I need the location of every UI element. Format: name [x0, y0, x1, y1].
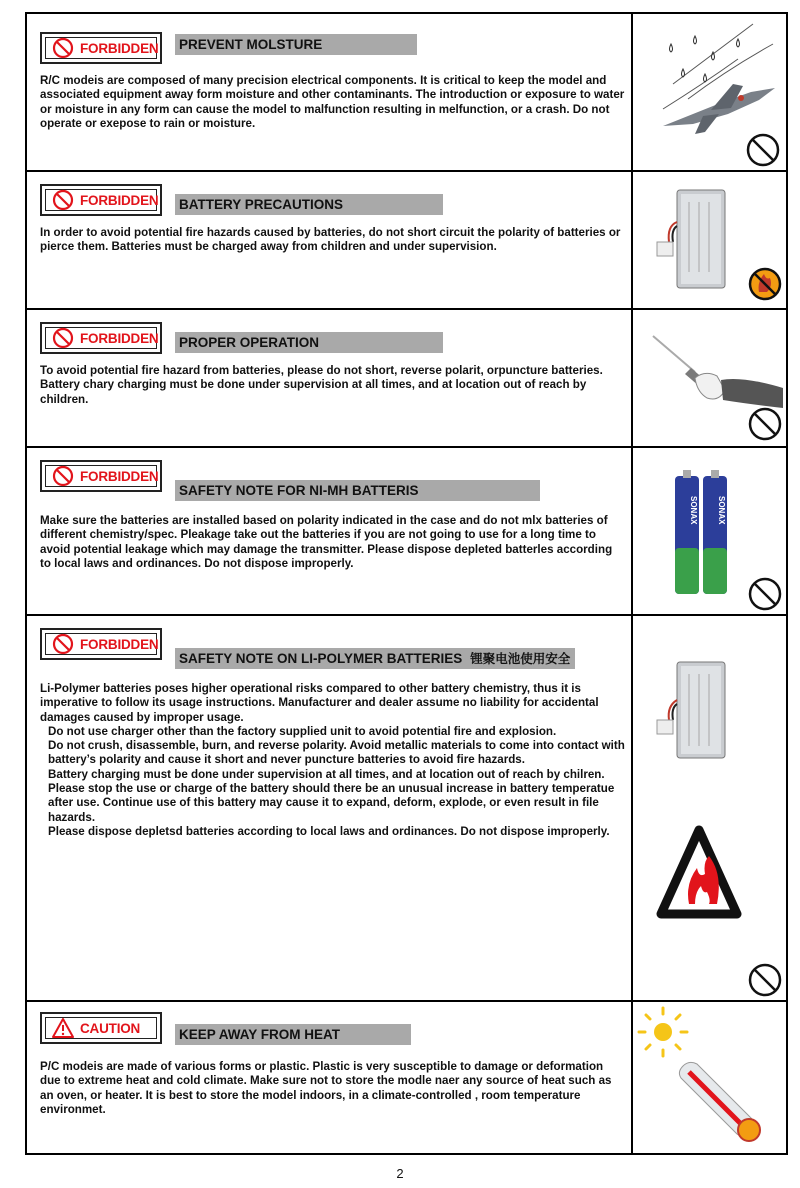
- caution-badge: [40, 1012, 162, 1044]
- prohibition-sign-icon: [750, 965, 780, 995]
- list-item: Do not crush, disassemble, burn, and reverse polarity. Avoid metallic materials to come into contact with battery’s polarity and cause it short and never puncture batteries to avoid fire hazards.: [48, 739, 625, 767]
- section-body: Make sure the batteries are installed based on polarity indicated in the case and do not mlx batteries of different chemistry/spec. Pleakage take out the batteries if you are not going to use for a long time to avoid potential leakage which may damage the transmitter. Please dispose depleted batterles according to local laws and ordinances. Do not dispose improperly.: [40, 514, 613, 570]
- hand-with-screwdriver-icon: [633, 310, 786, 446]
- section-heading: PROPER OPERATION: [175, 332, 443, 353]
- list-item: Battery charging must be done under supervision at all times, and at location out of reach by chilren.: [48, 767, 605, 781]
- badge-label: FORBIDDEN: [80, 468, 159, 484]
- section-battery-precautions: [27, 172, 786, 310]
- thermometer-icon: [679, 1062, 760, 1141]
- prohibition-icon: [52, 465, 74, 487]
- lipo-battery-no-fire-icon: [633, 172, 786, 308]
- section-keep-away-from-heat: [27, 1002, 786, 1153]
- section-heading: PREVENT MOLSTURE: [175, 34, 417, 55]
- warning-triangle-icon: [52, 1017, 74, 1039]
- aa-batteries-icon: [633, 448, 786, 614]
- section-heading: BATTERY PRECAUTIONS: [175, 194, 443, 215]
- forbidden-badge: [40, 628, 162, 660]
- fire-warning-triangle-icon: [661, 830, 737, 914]
- section-intro: Li-Polymer batteries poses higher operational risks compared to other battery chemistry, thus it is imperative to follow its usage instructions. Manufacturer and dealer assume no liability for accidental damages caused by improper usage.: [40, 682, 599, 724]
- badge-label: FORBIDDEN: [80, 636, 159, 652]
- page-number: 2: [396, 1166, 404, 1181]
- section-heading: SAFETY NOTE FOR NI-MH BATTERIS: [175, 480, 540, 501]
- badge-label: FORBIDDEN: [80, 330, 159, 346]
- sun-thermometer-icon: [633, 1002, 786, 1153]
- section-body: In order to avoid potential fire hazards caused by batteries, do not short circuit the polarity of batteries or pierce them. Batteries must be charged away from children and under supervision.: [40, 226, 621, 254]
- section-li-polymer-batteries: [27, 616, 786, 1002]
- forbidden-badge: [40, 322, 162, 354]
- section-text-cell: [27, 310, 633, 446]
- prohibition-icon: [52, 37, 74, 59]
- prohibition-sign-icon: [750, 409, 780, 439]
- precaution-list: [40, 725, 625, 839]
- prohibition-sign-icon: [748, 135, 778, 165]
- lipo-battery-fire-warning-icon: [633, 616, 786, 1000]
- prohibition-sign-icon: [750, 579, 780, 609]
- safety-notes-table: [25, 12, 788, 1155]
- section-body: R/C modeis are composed of many precision electrical components. It is critical to keep the model and associated equipment away form moisture and other contaminants. The introduction or exposure to water or moisture in any form can cause the model to malfunction resulting in melfunction, or a crash. Do not operate or exepose to rain or moisture.: [40, 74, 625, 130]
- forbidden-badge: [40, 184, 162, 216]
- section-heading: [175, 648, 575, 669]
- section-text-cell: [27, 14, 633, 170]
- sun-icon: [639, 1008, 687, 1056]
- battery-brand-label: SONAX: [689, 496, 698, 525]
- section-ni-mh-batteries: [27, 448, 786, 616]
- section-heading-text: SAFETY NOTE ON LI-POLYMER BATTERIES: [179, 651, 463, 666]
- list-item: Please dispose depletsd batteries according to local laws and ordinances. Do not dispose improperly.: [48, 824, 610, 838]
- section-prevent-moisture: [27, 14, 786, 172]
- section-heading-chinese: 锂聚电池使用安全: [470, 652, 571, 666]
- badge-label: FORBIDDEN: [80, 40, 159, 56]
- list-item: Do not use charger other than the factory supplied unit to avoid potential fire and explosion.: [48, 724, 557, 738]
- no-fire-sign-icon: [750, 269, 780, 299]
- section-proper-operation: [27, 310, 786, 448]
- list-item: Please stop the use or charge of the battery should there be an unusual increase in battery temperatue after use. Continue use of this battery may cause it to expand, deform, explode, or even result in file hazards.: [48, 782, 615, 824]
- badge-label: CAUTION: [80, 1020, 141, 1036]
- battery-brand-label: SONAX: [717, 496, 726, 525]
- section-text-cell: [27, 1002, 633, 1153]
- forbidden-badge: [40, 32, 162, 64]
- section-body: To avoid potential fire hazard from batteries, please do not short, reverse polarit, orpuncture batteries. Battery chary charging must be done under supervision at all times, and at location out of reach by children.: [40, 364, 603, 406]
- prohibition-icon: [52, 327, 74, 349]
- badge-label: FORBIDDEN: [80, 192, 159, 208]
- section-text-cell: [27, 448, 633, 614]
- section-text-cell: [27, 172, 633, 308]
- prohibition-icon: [52, 633, 74, 655]
- section-heading: KEEP AWAY FROM HEAT: [175, 1024, 411, 1045]
- section-body: [40, 682, 625, 839]
- section-text-cell: [27, 616, 633, 1000]
- forbidden-badge: [40, 460, 162, 492]
- prohibition-icon: [52, 189, 74, 211]
- section-body: P/C modeis are made of various forms or plastic. Plastic is very susceptible to damage or deformation due to extreme heat and cold climate. Make sure not to store the modle naer any source of heat such as an oven, or heater. It is best to store the model indoors, in a climate-controlled , room temperature environmet.: [40, 1060, 612, 1116]
- airplane-in-rain-icon: [633, 14, 786, 170]
